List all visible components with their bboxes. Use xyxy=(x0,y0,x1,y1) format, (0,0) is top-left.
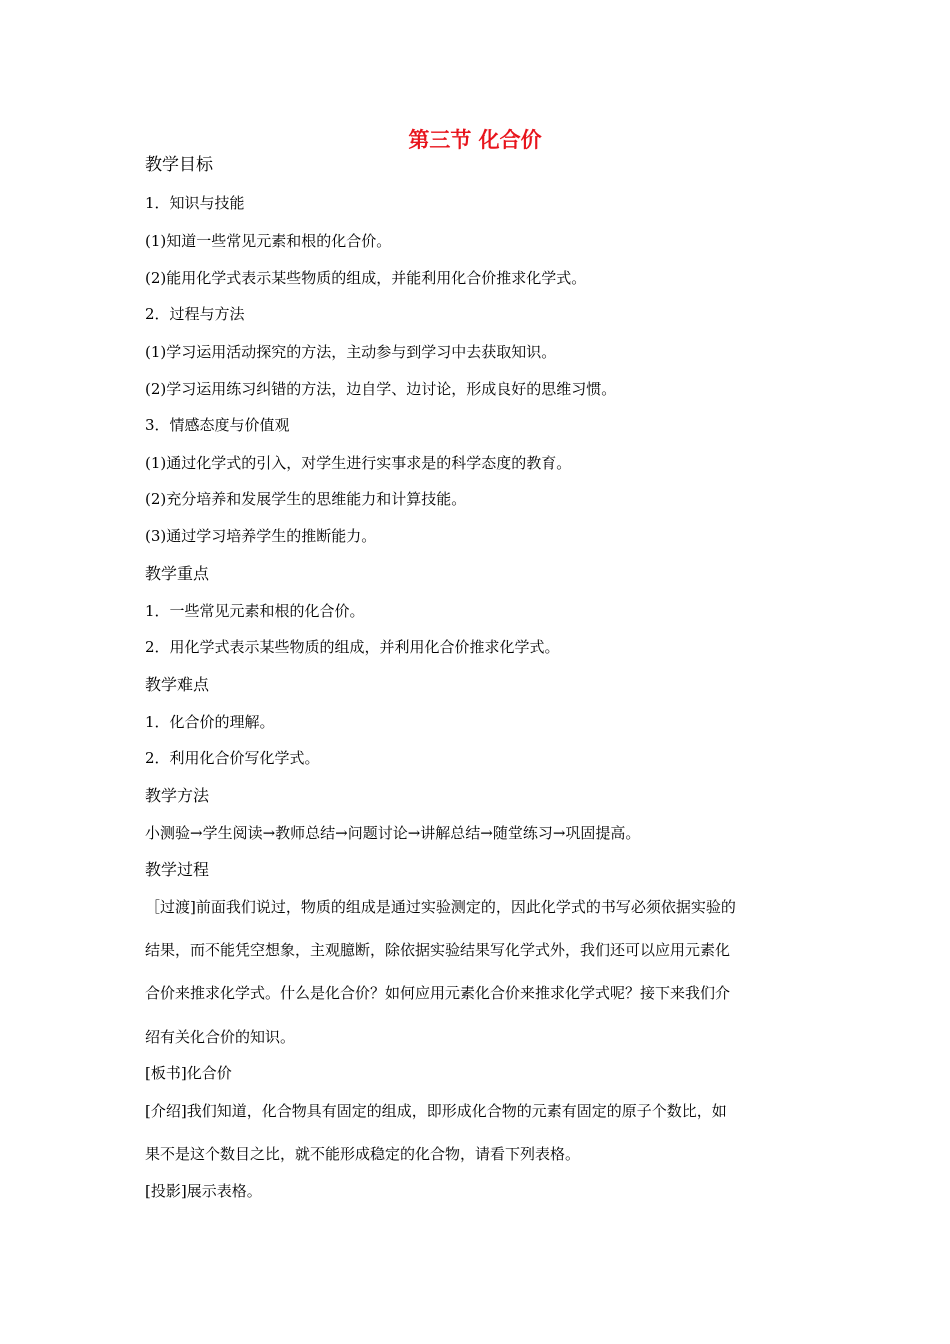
section-heading-difficulties: 教学难点 xyxy=(145,675,210,694)
paragraph-line: [投影]展示表格。 xyxy=(145,1182,262,1200)
paragraph-line: 果不是这个数目之比，就不能形成稳定的化合物，请看下列表格。 xyxy=(145,1145,581,1163)
section-heading-process: 教学过程 xyxy=(145,860,210,879)
paragraph-line: 合价来推求化学式。什么是化合价？如何应用元素化合价来推求化学式呢？接下来我们介 xyxy=(145,984,731,1002)
paragraph-line: (2)充分培养和发展学生的思维能力和计算技能。 xyxy=(145,490,467,508)
subheading-attitudes-values: 3．情感态度与价值观 xyxy=(145,416,290,434)
paragraph-line: 2．用化学式表示某些物质的组成，并利用化合价推求化学式。 xyxy=(145,638,560,656)
paragraph-line: (2)能用化学式表示某些物质的组成，并能利用化合价推求化学式。 xyxy=(145,269,587,287)
section-heading-methods: 教学方法 xyxy=(145,786,210,805)
section-heading-key-points: 教学重点 xyxy=(145,564,210,583)
paragraph-line: 1．一些常见元素和根的化合价。 xyxy=(145,602,365,620)
paragraph-line: [板书]化合价 xyxy=(145,1064,232,1082)
paragraph-line: (1)知道一些常见元素和根的化合价。 xyxy=(145,232,392,250)
paragraph-line: (2)学习运用练习纠错的方法，边自学、边讨论，形成良好的思维习惯。 xyxy=(145,380,617,398)
paragraph-line: (1)通过化学式的引入，对学生进行实事求是的科学态度的教育。 xyxy=(145,454,572,472)
section-heading-teaching-goals: 教学目标 xyxy=(145,155,213,175)
paragraph-line: ［过渡]前面我们说过，物质的组成是通过实验测定的，因此化学式的书写必须依据实验的 xyxy=(145,898,736,916)
paragraph-line: 1．化合价的理解。 xyxy=(145,713,275,731)
paragraph-line: 小测验→学生阅读→教师总结→问题讨论→讲解总结→随堂练习→巩固提高。 xyxy=(145,824,641,842)
document-title: 第三节 化合价 xyxy=(408,128,542,152)
paragraph-line: (3)通过学习培养学生的推断能力。 xyxy=(145,527,377,545)
paragraph-line: (1)学习运用活动探究的方法，主动参与到学习中去获取知识。 xyxy=(145,343,557,361)
paragraph-line: [介绍]我们知道，化合物具有固定的组成，即形成化合物的元素有固定的原子个数比，如 xyxy=(145,1102,727,1120)
paragraph-line: 结果，而不能凭空想象，主观臆断，除依据实验结果写化学式外，我们还可以应用元素化 xyxy=(145,941,731,959)
subheading-process-methods: 2．过程与方法 xyxy=(145,305,245,323)
paragraph-line: 绍有关化合价的知识。 xyxy=(145,1028,296,1046)
subheading-knowledge-skills: 1．知识与技能 xyxy=(145,194,245,212)
paragraph-line: 2．利用化合价写化学式。 xyxy=(145,749,320,767)
